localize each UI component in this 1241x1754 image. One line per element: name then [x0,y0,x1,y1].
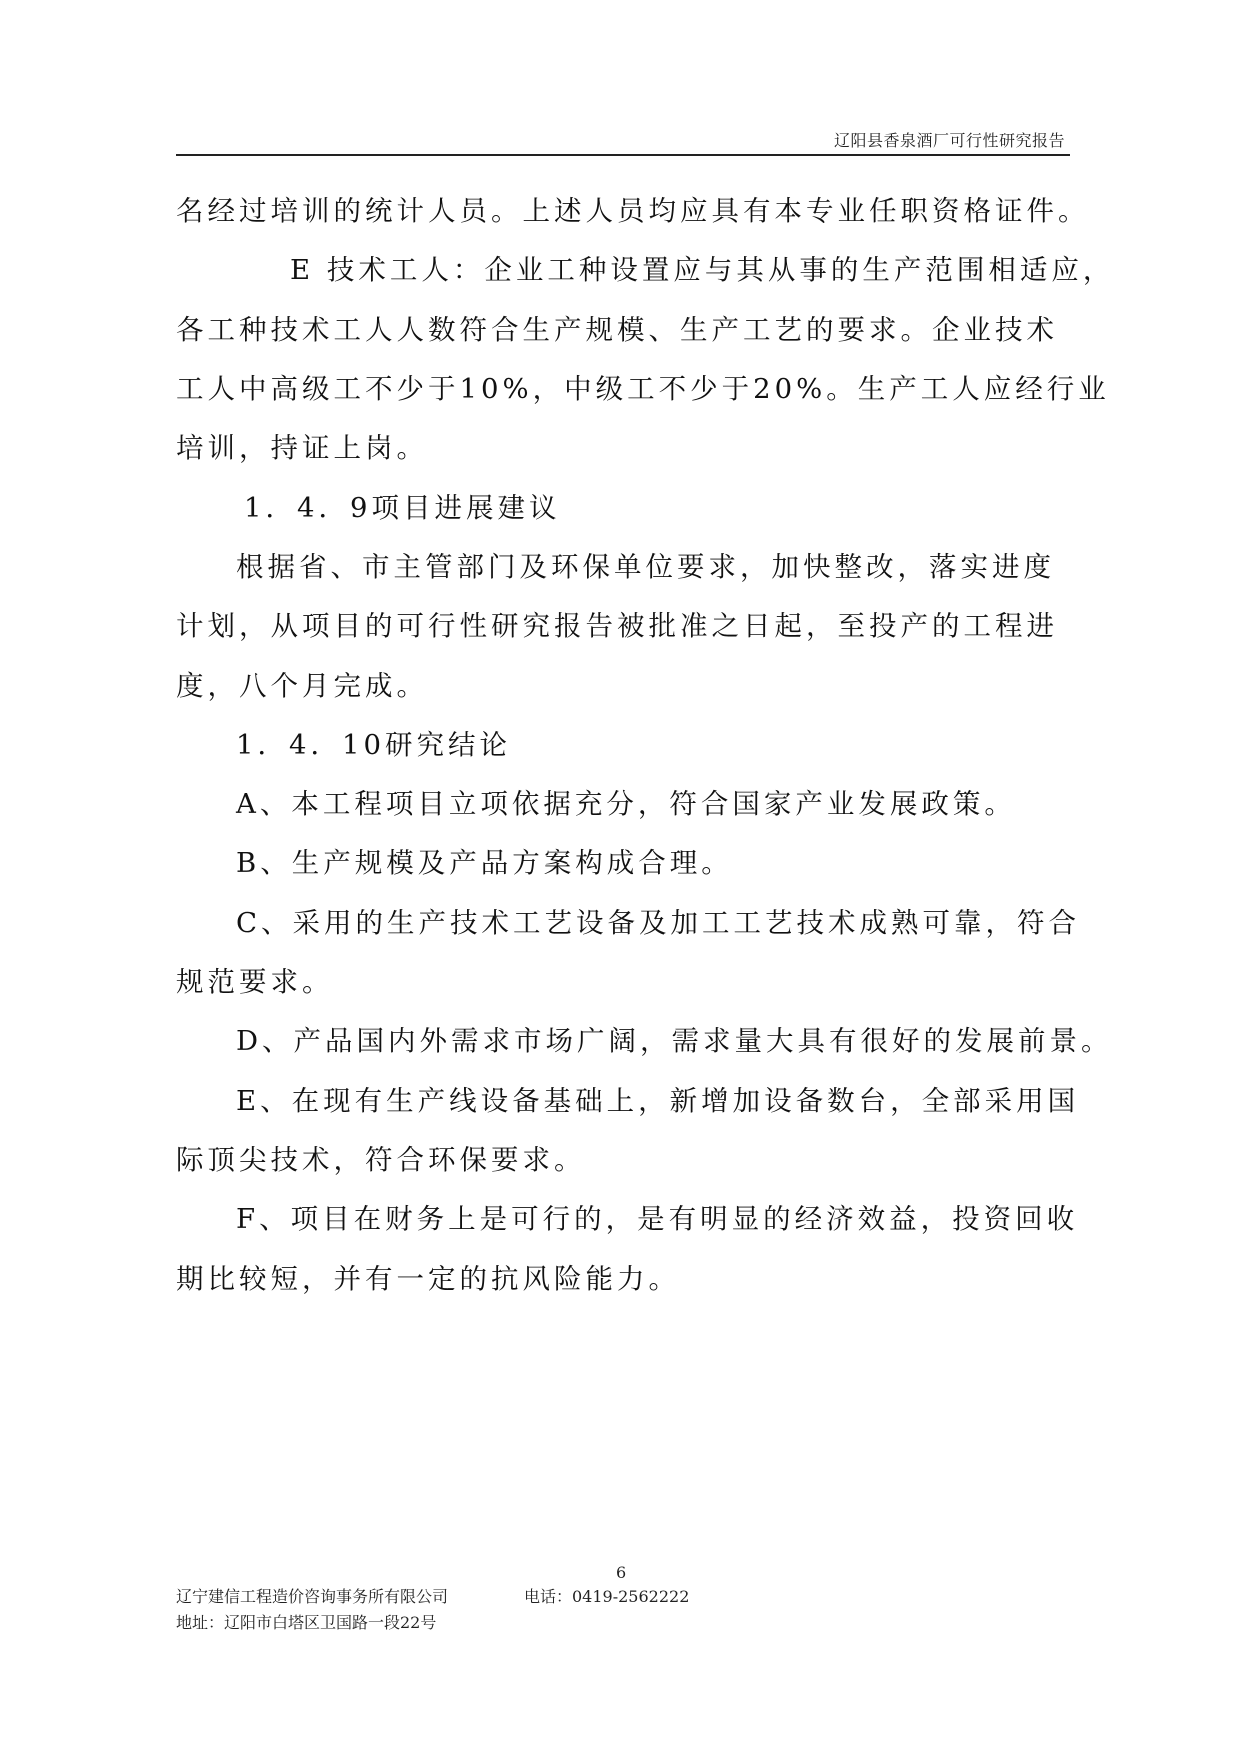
conclusion-item: E、在现有生产线设备基础上，新增加设备数台，全部采用国 [236,1085,1080,1117]
conclusion-item: A、本工程项目立项依据充分，符合国家产业发展政策。 [236,788,1016,820]
body-line: 名经过培训的统计人员。上述人员均应具有本专业任职资格证件。 [176,195,1090,227]
footer-phone: 电话：0419-2562222 [524,1587,690,1606]
body-line: 根据省、市主管部门及环保单位要求，加快整改，落实进度 [236,551,1055,583]
section-heading: 1．4．9项目进展建议 [244,492,561,524]
conclusion-item: D、产品国内外需求市场广阔，需求量大具有很好的发展前景。 [236,1025,1113,1057]
conclusion-item: C、采用的生产技术工艺设备及加工工艺技术成熟可靠，符合 [236,907,1081,939]
footer-address: 地址：辽阳市白塔区卫国路一段22号 [176,1613,437,1632]
body-line: 规范要求。 [176,966,334,998]
body-line: 各工种技术工人人数符合生产规模、生产工艺的要求。企业技术 [176,314,1058,346]
header-divider [176,154,1070,156]
body-line: 度，八个月完成。 [176,670,428,702]
body-line: 计划，从项目的可行性研究报告被批准之日起，至投产的工程进 [176,610,1058,642]
body-line: 工人中高级工不少于10%，中级工不少于20%。生产工人应经行业 [176,373,1110,405]
body-line: 际顶尖技术，符合环保要求。 [176,1144,586,1176]
body-line: E 技术工人：企业工种设置应与其从事的生产范围相适应， [290,254,1115,286]
page-number: 6 [616,1563,627,1582]
running-header-title: 辽阳县香泉酒厂可行性研究报告 [833,131,1065,150]
body-line: 培训，持证上岗。 [176,432,428,464]
footer-company: 辽宁建信工程造价咨询事务所有限公司 [176,1587,449,1606]
section-heading: 1．4．10研究结论 [236,729,511,761]
conclusion-item: F、项目在财务上是可行的，是有明显的经济效益，投资回收 [236,1203,1079,1235]
conclusion-item: B、生产规模及产品方案构成合理。 [236,847,733,879]
body-line: 期比较短，并有一定的抗风险能力。 [176,1263,680,1295]
